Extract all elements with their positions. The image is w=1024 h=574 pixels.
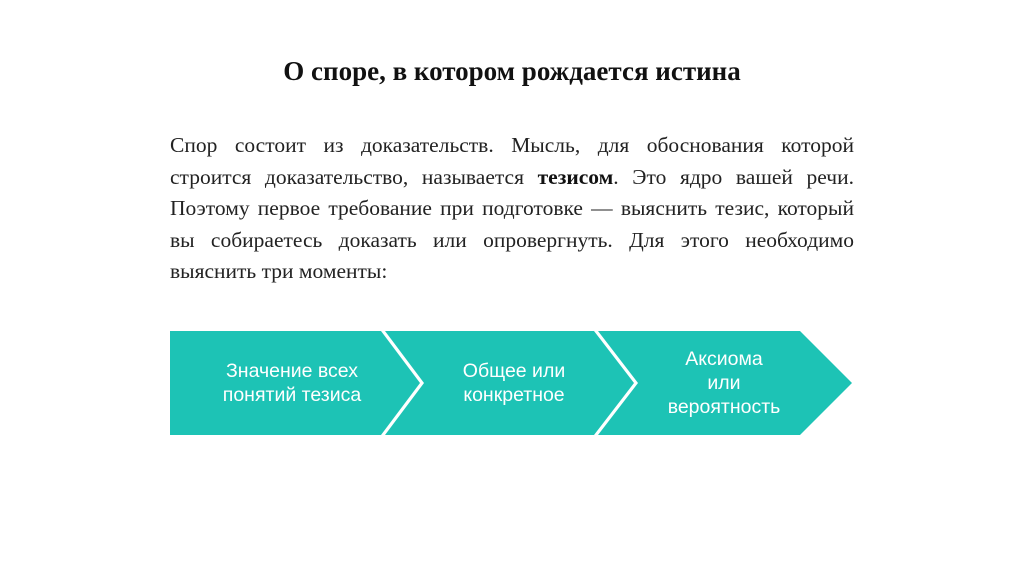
step-2-label — [414, 359, 614, 407]
step-1-label — [182, 359, 402, 407]
step-3-line-1: Аксиома — [685, 348, 763, 370]
step-2-line-1: Общее или — [462, 360, 566, 382]
step-2-line-2: конкретное — [463, 384, 565, 406]
paragraph-text-start: Спор состоит из доказательств. Мысль, для обоснования которой строится доказательство, называется — [170, 133, 854, 189]
step-3-line-3: вероятность — [667, 396, 781, 418]
step-1-line-1: Значение всех — [226, 360, 358, 382]
paragraph-bold-term: тезисом — [537, 164, 614, 189]
step-3-line-2: или — [707, 372, 741, 394]
paragraph-text-end: . Это ядро вашей речи. Поэтому первое требование при подготовке — выяснить тезис, который вы собираетесь доказать или опровергнуть. Для этого необходимо выяснить три моменты: — [170, 164, 854, 283]
step-1-line-2: понятий тезиса — [222, 384, 362, 406]
step-3-label — [624, 347, 824, 419]
slide-title: О споре, в котором рождается истина — [283, 56, 741, 86]
